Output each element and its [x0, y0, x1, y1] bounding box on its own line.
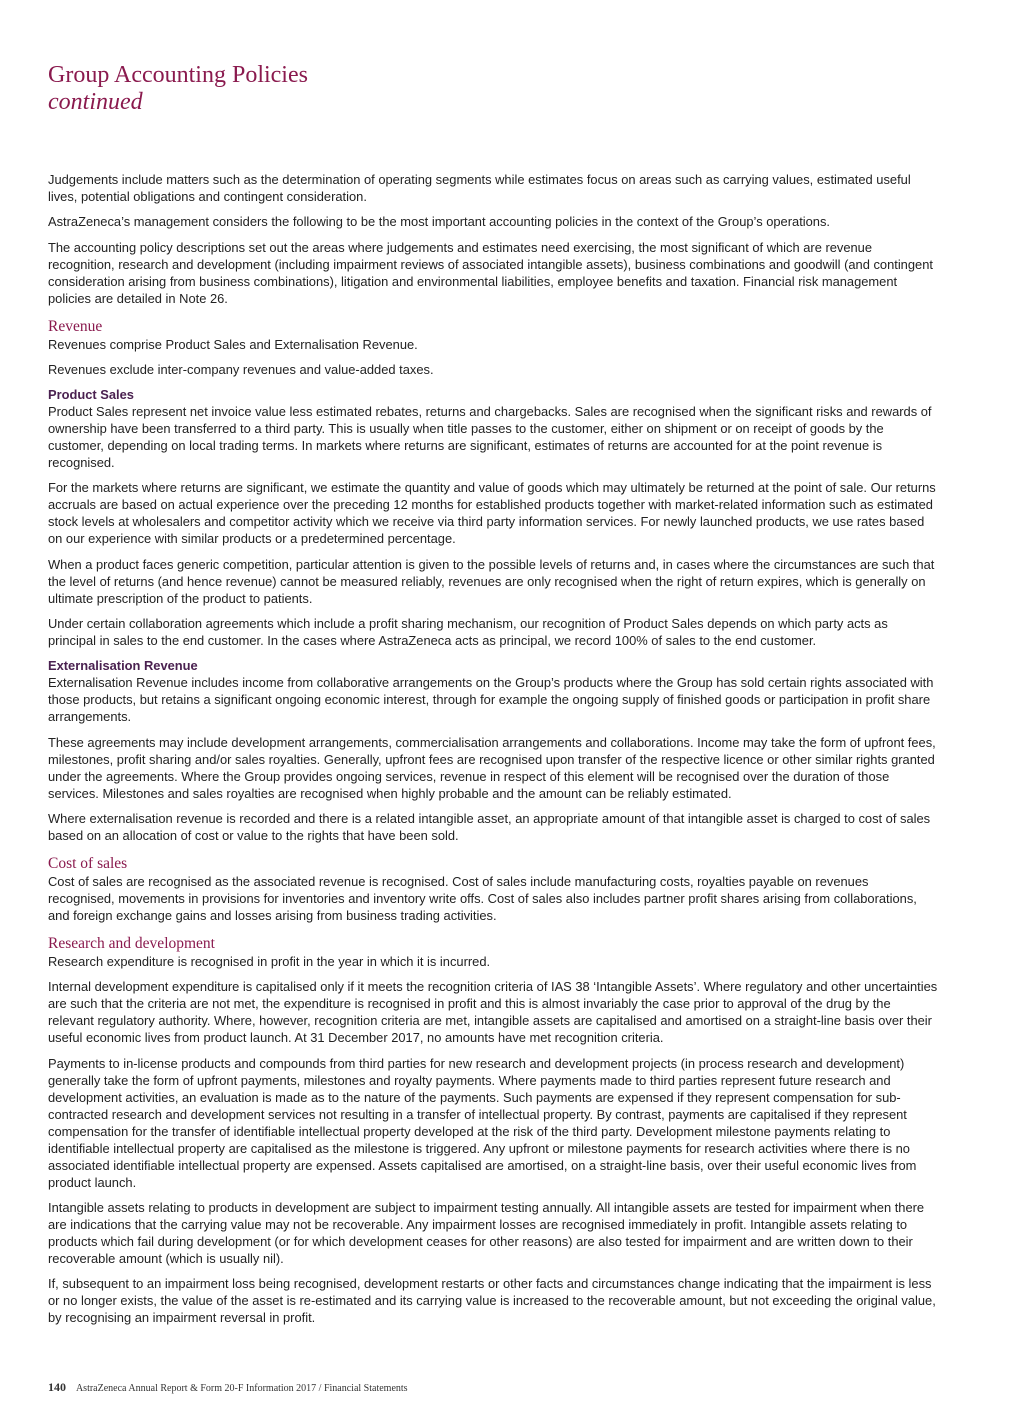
product-sales-paragraph: For the markets where returns are significant, we estimate the quantity and value of goods which may ultimately be returned at the point of sale. Our returns accruals are based on actual experience over the preceding 12 months for established products together with market-related information such as estimated stock levels at wholesalers and competitor activity which we receive via third party information services. For newly launched products, we use rates based on our experience with similar products or a predetermined percentage.	[48, 480, 936, 547]
revenue-paragraph: Revenues exclude inter-company revenues and value-added taxes.	[48, 361, 434, 377]
revenue-paragraph: Revenues comprise Product Sales and Externalisation Revenue.	[48, 336, 418, 352]
intro-paragraph: The accounting policy descriptions set out the areas where judgements and estimates need exercising, the most significant of which are revenue recognition, research and development (including impairment reviews of associated intangible assets), business combinations and goodwill (and contingent consideration arising from business combinations), litigation and environmental liabilities, employee benefits and taxation. Financial risk management policies are detailed in Note 26.	[48, 239, 933, 306]
intro-paragraph: Judgements include matters such as the determination of operating segments while estimates focus on areas such as carrying values, estimated useful lives, potential obligations and contingent consideration.	[48, 172, 911, 204]
product-sales-paragraph: When a product faces generic competition, particular attention is given to the possible levels of returns and, in cases where the circumstances are such that the level of returns (and hence revenue) cannot be measured reliably, revenues are only recognised when the right of return expires, which is generally on ultimate prescription of the product to patients.	[48, 556, 935, 606]
cost-of-sales-paragraph: Cost of sales are recognised as the associated revenue is recognised. Cost of sales include manufacturing costs, royalties payable on revenues recognised, movements in provisions for inventories and inventory write offs. Cost of sales also includes partner profit shares arising from collaborations, and foreign exchange gains and losses arising from business trading activities.	[48, 873, 917, 923]
research-paragraph: Intangible assets relating to products in development are subject to impairment testing annually. All intangible assets are tested for impairment when there are indications that the carrying value may not be recoverable. Any impairment losses are recognised immediately in profit. Intangible assets relating to products which fail during development (or for which development ceases for other reasons) are also tested for impairment and are written down to their recoverable amount (which is usually nil).	[48, 1199, 925, 1266]
page-title-main: Group Accounting Policies	[48, 62, 308, 88]
product-sales-paragraph: Product Sales represent net invoice value less estimated rebates, returns and chargebacks. Sales are recognised when the significant risks and rewards of ownership have been transferred to a third party. This is usually when title passes to the customer, either on shipment or on receipt of goods by the customer, depending on local trading terms. In markets where returns are significant, estimates of returns are accounted for at the point revenue is recognised.	[48, 404, 932, 471]
section-heading-research: Research and development	[48, 934, 215, 952]
subheading-product-sales: Product Sales	[48, 387, 134, 403]
research-paragraph: Internal development expenditure is capitalised only if it meets the recognition criteria of IAS 38 ‘Intangible Assets’. Where regulatory and other uncertainties are such that the criteria are not met, the expenditure is recognised in profit and this is almost invariably the case prior to approval of the drug by the relevant regulatory authority. Where, however, recognition criteria are met, intangible assets are capitalised and amortised on a straight-line basis over their useful economic lives from product launch. At 31 December 2017, no amounts have met recognition criteria.	[48, 979, 938, 1046]
product-sales-paragraph: Under certain collaboration agreements which include a profit sharing mechanism, our recognition of Product Sales depends on which party acts as principal in sales to the end customer. In the cases where AstraZeneca acts as principal, we record 100% of sales to the end customer.	[48, 616, 888, 649]
footer-text: AstraZeneca Annual Report & Form 20-F Information 2017 / Financial Statements	[75, 1383, 408, 1394]
section-heading-revenue: Revenue	[48, 317, 103, 335]
page-footer	[48, 1380, 408, 1395]
page-subtitle: continued	[48, 89, 143, 115]
research-paragraph: If, subsequent to an impairment loss being recognised, development restarts or other facts and circumstances change indicating that the impairment is less or no longer exists, the value of the asset is re-estimated and its carrying value is increased to the recoverable amount, but not exceeding the original value, by recognising an impairment reversal in profit.	[48, 1276, 936, 1326]
externalisation-paragraph: These agreements may include development arrangements, commercialisation arrangements and collaborations. Income may take the form of upfront fees, milestones, profit sharing and/or sales royalties. Generally, upfront fees are recognised upon transfer of the respective licence or other similar rights granted under the agreements. Where the Group provides ongoing services, revenue in respect of this element will be recognised over the duration of those services. Milestones and sales royalties are recognised when highly probable and the amount can be reliably estimated.	[48, 734, 936, 801]
research-paragraph: Payments to in-license products and compounds from third parties for new research and development projects (in process research and development) generally take the form of upfront payments, milestones and royalty payments. Where payments made to third parties represent future research and development activities, an evaluation is made as to the nature of the payments. Such payments are expensed if they represent compensation for sub-contracted research and development services not resulting in a transfer of intellectual property. By contrast, payments are capitalised if they represent compensation for the transfer of identifiable intellectual property developed at the risk of the third party. Development milestone payments relating to identifiable intellectual property are capitalised as the milestone is triggered. Any upfront or milestone payments for research activities where there is no associated identifiable intellectual property are expensed. Assets capitalised are amortised, on a straight-line basis, over their useful economic lives from product launch.	[48, 1055, 917, 1190]
page-title	[48, 62, 308, 116]
page-number: 140	[48, 1380, 66, 1394]
externalisation-paragraph: Where externalisation revenue is recorded and there is a related intangible asset, an appropriate amount of that intangible asset is charged to cost of sales based on an allocation of cost or value to the rights that have been sold.	[48, 810, 931, 843]
research-paragraph: Research expenditure is recognised in profit in the year in which it is incurred.	[48, 953, 491, 969]
subheading-externalisation-revenue: Externalisation Revenue	[48, 658, 198, 674]
externalisation-paragraph: Externalisation Revenue includes income from collaborative arrangements on the Group’s products where the Group has sold certain rights associated with those products, but retains a significant ongoing economic interest, through for example the ongoing supply of finished goods or participation in profit share arrangements.	[48, 675, 934, 725]
section-heading-cost-of-sales: Cost of sales	[48, 854, 128, 872]
main-content	[48, 171, 938, 1334]
intro-paragraph: AstraZeneca’s management considers the following to be the most important accounting policies in the context of the Group’s operations.	[48, 214, 830, 230]
